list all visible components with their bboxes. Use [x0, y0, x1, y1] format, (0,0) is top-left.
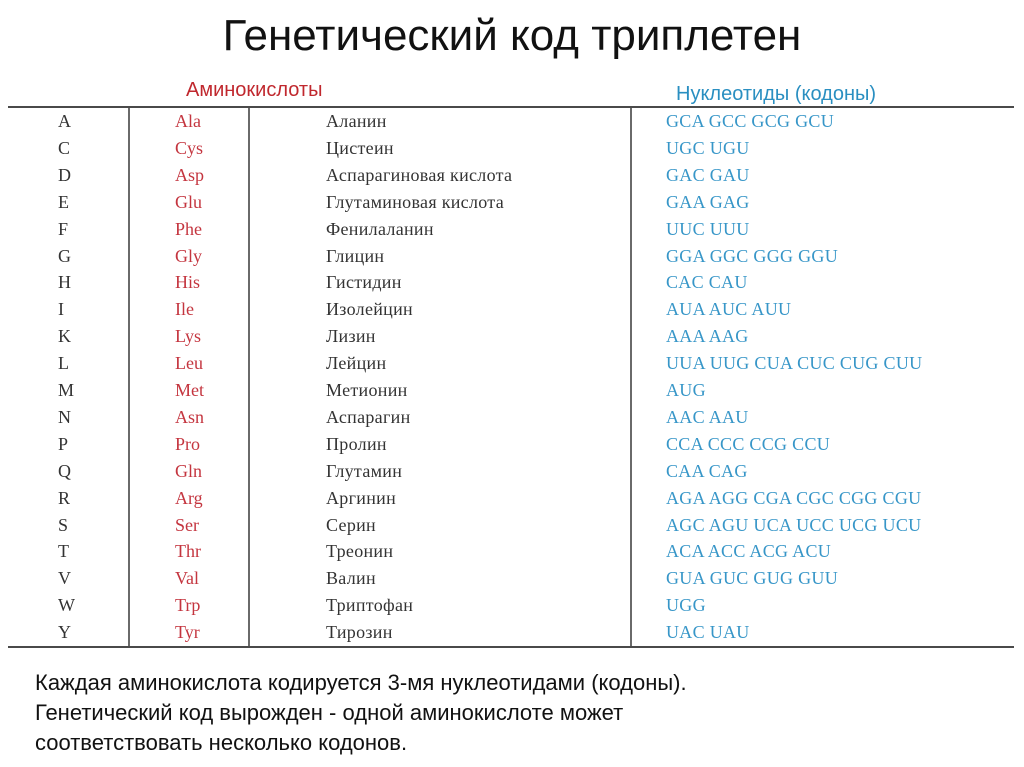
- codon-list: UGG: [666, 595, 706, 616]
- table-row: [8, 245, 1014, 272]
- explanatory-note: [35, 668, 995, 758]
- three-letter-code: Phe: [175, 218, 202, 239]
- amino-acid-name: Тирозин: [326, 622, 393, 643]
- table-row: [8, 379, 1014, 406]
- table-top-rule: [8, 106, 1014, 108]
- three-letter-code: Glu: [175, 191, 202, 212]
- codon-list: UUA UUG CUA CUC CUG CUU: [666, 353, 923, 374]
- codon-list: GUA GUC GUG GUU: [666, 568, 839, 589]
- table-row: [8, 433, 1014, 460]
- codon-list: CCA CCC CCG CCU: [666, 433, 831, 454]
- three-letter-code: Ser: [175, 514, 199, 535]
- codon-list: AAA AAG: [666, 326, 749, 347]
- codon-list: AGA AGG CGA CGC CGG CGU: [666, 487, 922, 508]
- table-row: [8, 621, 1014, 648]
- amino-acid-name: Пролин: [326, 433, 387, 454]
- three-letter-code: Met: [175, 380, 204, 400]
- table-row: [8, 325, 1014, 352]
- one-letter-code: E: [58, 191, 69, 212]
- codon-list: AGC AGU UCA UCC UCG UCU: [666, 514, 922, 535]
- three-letter-code: Leu: [175, 353, 203, 374]
- amino-acid-name: Лейцин: [326, 353, 387, 374]
- amino-acid-name: Аспарагин: [326, 406, 411, 427]
- codon-list: CAC CAU: [666, 272, 748, 293]
- one-letter-code: V: [58, 568, 71, 589]
- amino-acid-name: Цистеин: [326, 137, 394, 158]
- three-letter-code: Thr: [175, 541, 201, 562]
- one-letter-code: C: [58, 137, 71, 158]
- table-row: [8, 594, 1014, 621]
- table-row: [8, 110, 1014, 137]
- amino-acid-name: Аргинин: [326, 487, 397, 508]
- amino-acid-name: Валин: [326, 568, 376, 589]
- amino-acids-header: Аминокислоты: [186, 79, 323, 101]
- table-row: [8, 137, 1014, 164]
- amino-acid-name: Аспарагиновая кислота: [326, 164, 513, 185]
- one-letter-code: S: [58, 514, 69, 535]
- one-letter-code: W: [58, 595, 75, 616]
- table-row: [8, 271, 1014, 298]
- amino-acid-name: Гистидин: [326, 272, 402, 293]
- one-letter-code: A: [58, 111, 71, 131]
- amino-acid-name: Метионин: [326, 380, 408, 400]
- three-letter-code: Arg: [175, 487, 203, 508]
- one-letter-code: F: [58, 218, 69, 239]
- one-letter-code: T: [58, 541, 69, 562]
- three-letter-code: Gln: [175, 460, 202, 481]
- table-row: [8, 218, 1014, 245]
- amino-acid-name: Аланин: [326, 111, 387, 131]
- amino-acid-name: Серин: [326, 514, 376, 535]
- three-letter-code: Ile: [175, 299, 194, 320]
- three-letter-code: Gly: [175, 245, 202, 266]
- three-letter-code: Asp: [175, 164, 205, 185]
- one-letter-code: N: [58, 406, 71, 427]
- three-letter-code: His: [175, 272, 201, 293]
- one-letter-code: D: [58, 164, 71, 185]
- three-letter-code: Val: [175, 568, 199, 589]
- codon-list: ACA ACC ACG ACU: [666, 541, 832, 562]
- codon-list: UGC UGU: [666, 137, 750, 158]
- note-line: Генетический код вырожден - одной аминокислоте может: [35, 700, 624, 725]
- one-letter-code: I: [58, 299, 64, 320]
- table-row: [8, 460, 1014, 487]
- note-line: Каждая аминокислота кодируется 3-мя нуклеотидами (кодоны).: [35, 670, 687, 695]
- one-letter-code: Y: [58, 622, 71, 643]
- codon-list: GGA GGC GGG GGU: [666, 245, 839, 266]
- table-row: [8, 191, 1014, 218]
- one-letter-code: H: [58, 272, 71, 293]
- amino-acid-name: Лизин: [326, 326, 376, 347]
- three-letter-code: Tyr: [175, 622, 200, 643]
- three-letter-code: Trp: [175, 595, 201, 616]
- table-row: [8, 487, 1014, 514]
- amino-acid-name: Глутамин: [326, 460, 403, 481]
- table-row: [8, 352, 1014, 379]
- three-letter-code: Ala: [175, 111, 201, 131]
- codon-list: UAC UAU: [666, 622, 750, 643]
- one-letter-code: M: [58, 380, 75, 400]
- codon-table: [8, 106, 1014, 648]
- codon-list: AUG: [666, 380, 706, 400]
- codon-list: AAC AAU: [666, 406, 749, 427]
- three-letter-code: Asn: [175, 406, 205, 427]
- amino-acid-name: Глицин: [326, 245, 385, 266]
- note-line: соответствовать несколько кодонов.: [35, 730, 408, 755]
- one-letter-code: K: [58, 326, 71, 347]
- codon-list: AUA AUC AUU: [666, 299, 792, 320]
- nucleotides-header: Нуклеотиды (кодоны): [676, 83, 877, 105]
- codon-list: CAA CAG: [666, 460, 748, 481]
- three-letter-code: Lys: [175, 326, 202, 347]
- amino-acid-name: Изолейцин: [326, 299, 413, 320]
- table-row: [8, 514, 1014, 541]
- one-letter-code: L: [58, 353, 69, 374]
- table-row: [8, 540, 1014, 567]
- one-letter-code: Q: [58, 460, 71, 481]
- table-row: [8, 406, 1014, 433]
- codon-list: UUC UUU: [666, 218, 750, 239]
- amino-acid-name: Глутаминовая кислота: [326, 191, 504, 212]
- table-row: [8, 567, 1014, 594]
- amino-acid-name: Триптофан: [326, 595, 414, 616]
- one-letter-code: P: [58, 433, 69, 454]
- three-letter-code: Cys: [175, 137, 204, 158]
- page-title: Генетический код триплетен: [222, 11, 802, 60]
- amino-acid-name: Фенилаланин: [326, 218, 434, 239]
- codon-list: GAC GAU: [666, 164, 750, 185]
- three-letter-code: Pro: [175, 433, 201, 454]
- codon-list: GCA GCC GCG GCU: [666, 111, 835, 131]
- amino-acid-name: Треонин: [326, 541, 394, 562]
- one-letter-code: R: [58, 487, 71, 508]
- table-row: [8, 298, 1014, 325]
- one-letter-code: G: [58, 245, 71, 266]
- table-row: [8, 164, 1014, 191]
- codon-list: GAA GAG: [666, 191, 750, 212]
